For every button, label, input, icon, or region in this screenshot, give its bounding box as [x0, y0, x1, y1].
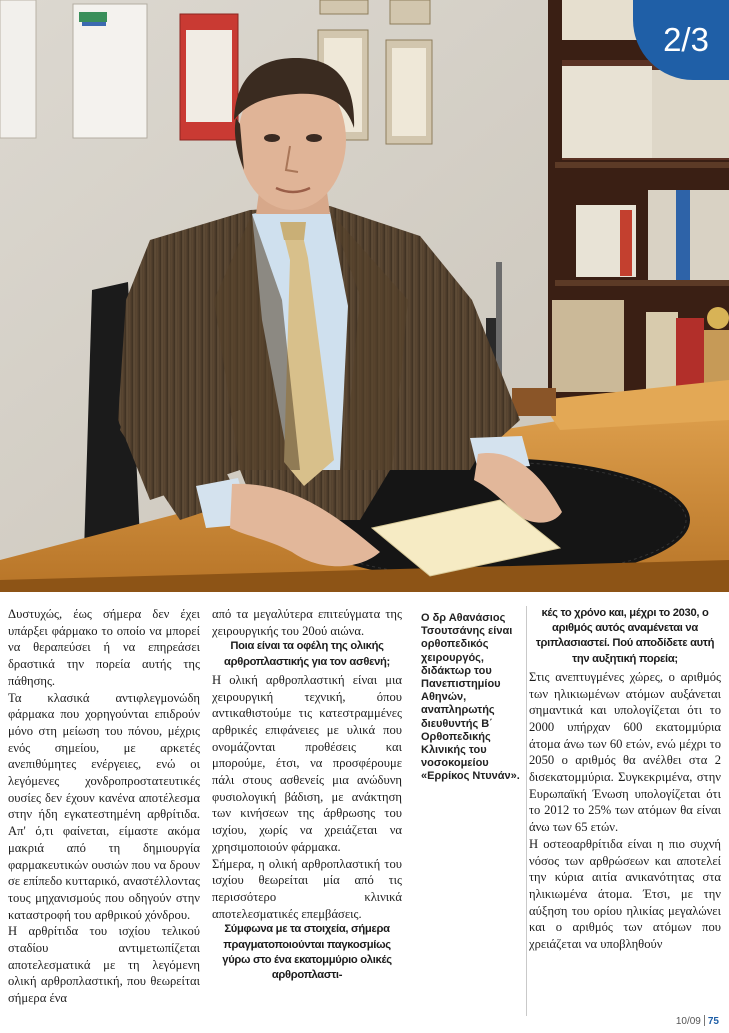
photo-caption: Ο δρ Αθανάσιος Τσουτσάνης είναι ορθοπεδικός χειρουργός, διδάκτωρ του Πανεπιστημίου Αθηνών, αναπληρωτής διευθυντής Β΄ Ορθοπεδικής Κλινικής του νοσοκομείου «Ερρίκος Ντυνάν». — [421, 612, 520, 783]
text-column-2 — [212, 606, 402, 985]
page-counter-badge: 2/3 — [633, 0, 729, 80]
paragraph: Η αρθρίτιδα του ισχίου τελικού σταδίου αντιμετωπίζεται αποτελεσματικά με τη λεγόμενη ολική αρθροπλαστική, που θεωρείται σήμερα ένα — [8, 924, 200, 1006]
interview-question: Ποια είναι τα οφέλη της ολικής αρθροπλαστικής για τον ασθενή; — [224, 640, 390, 668]
paragraph: από τα μεγαλύτερα επιτεύγματα της χειρουργικής του 20ού αιώνα. — [212, 607, 402, 638]
column-divider — [526, 606, 527, 1016]
interview-question: κές το χρόνο και, μέχρι το 2030, ο αριθμός αυτός αναμένεται να τριπλασιαστεί. Πού αποδίδετε αυτή την αυξητική πορεία; — [535, 607, 715, 665]
text-column-1 — [8, 606, 200, 1007]
paragraph: Τα κλασικά αντιφλεγμονώδη φάρμακα που χορηγούνται επιδρούν μόνο στη μείωση του πόνου, μέχρις ενός σημείου, με αρκετές ανεπιθύμητες ενέργειες, ενώ οι λεγόμενες χονδροπροστατευτικές ουσίες δεν έχουν κανένα αποτέλεσμα στην ήδη εγκατεστημένη αρθρίτιδα. Απ' ό,τι φαίνεται, είμαστε ακόμα μακριά από τη δημιουργία φαρμακευτικών ουσιών που να δρουν σε επίπεδο κυτταρικό, αναστέλλοντας τους μηχανισμούς που οδηγούν στην καταστροφή του αρθρικού χόνδρου. — [8, 690, 200, 922]
interview-question: Σύμφωνα με τα στοιχεία, σήμερα πραγματοποιούνται παγκοσμίως γύρω στο ένα εκατομμύριο ολικές αρθροπλαστι- — [222, 923, 392, 981]
paragraph: Σήμερα, η ολική αρθροπλαστική του ισχίου θεωρείται μία από τις περισσότερο κλινικά αποτελεσματικές επεμβάσεις. — [212, 856, 402, 921]
paragraph: Η οστεοαρθρίτιδα είναι η πιο συχνή νόσος των αρθρώσεων και αποτελεί την κύρια αιτία ανικανότητας στα ηλικιωμένα άτομα. Έτσι, με την αύξηση του ορίου ηλικίας μεγαλώνει και ο αριθμός των ατόμων που χρειάζεται να υποβληθούν — [529, 836, 721, 952]
page-number: 75 — [707, 1016, 719, 1027]
paragraph: Στις ανεπτυγμένες χώρες, ο αριθμός των ηλικιωμένων ατόμων αυξάνεται σημαντικά και υπολογίζεται ότι το 2000 υπήρχαν 600 εκατομμύρια άτομα άνω των 60 ετών, ενώ μέχρι το 2050 ο αριθμός θα ανέλθει στα 2 δισεκατομμύρια. Συγκεκριμένα, στην Ευρωπαϊκή Ένωση υπολογίζεται ότι το 2012 το 25% των ατόμων θα είναι άνω των 65 ετών. — [529, 669, 721, 835]
caption-column — [421, 606, 520, 784]
paragraph: Δυστυχώς, έως σήμερα δεν έχει υπάρξει φάρμακο το οποίο να μπορεί να θεραπεύσει ή να επηρεάσει δραστικά την πορεία αυτής της πάθησης. — [8, 607, 200, 688]
issue-date: 10/09 — [675, 1016, 701, 1027]
paragraph: Η ολική αρθροπλαστική είναι μια χειρουργική τεχνική, όπου αντικαθιστούμε τις κατεστραμμένες αρθρικές επιφάνειες με υλικά που ονομάζονται προθέσεις και μπορούμε, έτσι, να προσφέρουμε πάλι στους ασθενείς μια ανώδυνη φυσιολογική βάδιση, με ανάκτηση των κινήσεων της άρθρωσης του ισχίου, χωρίς να χρειάζεται να χρησιμοποιούν φάρμακα. — [212, 672, 402, 854]
footer-separator — [704, 1015, 705, 1026]
page-footer — [676, 1015, 719, 1027]
text-column-4 — [529, 606, 721, 953]
